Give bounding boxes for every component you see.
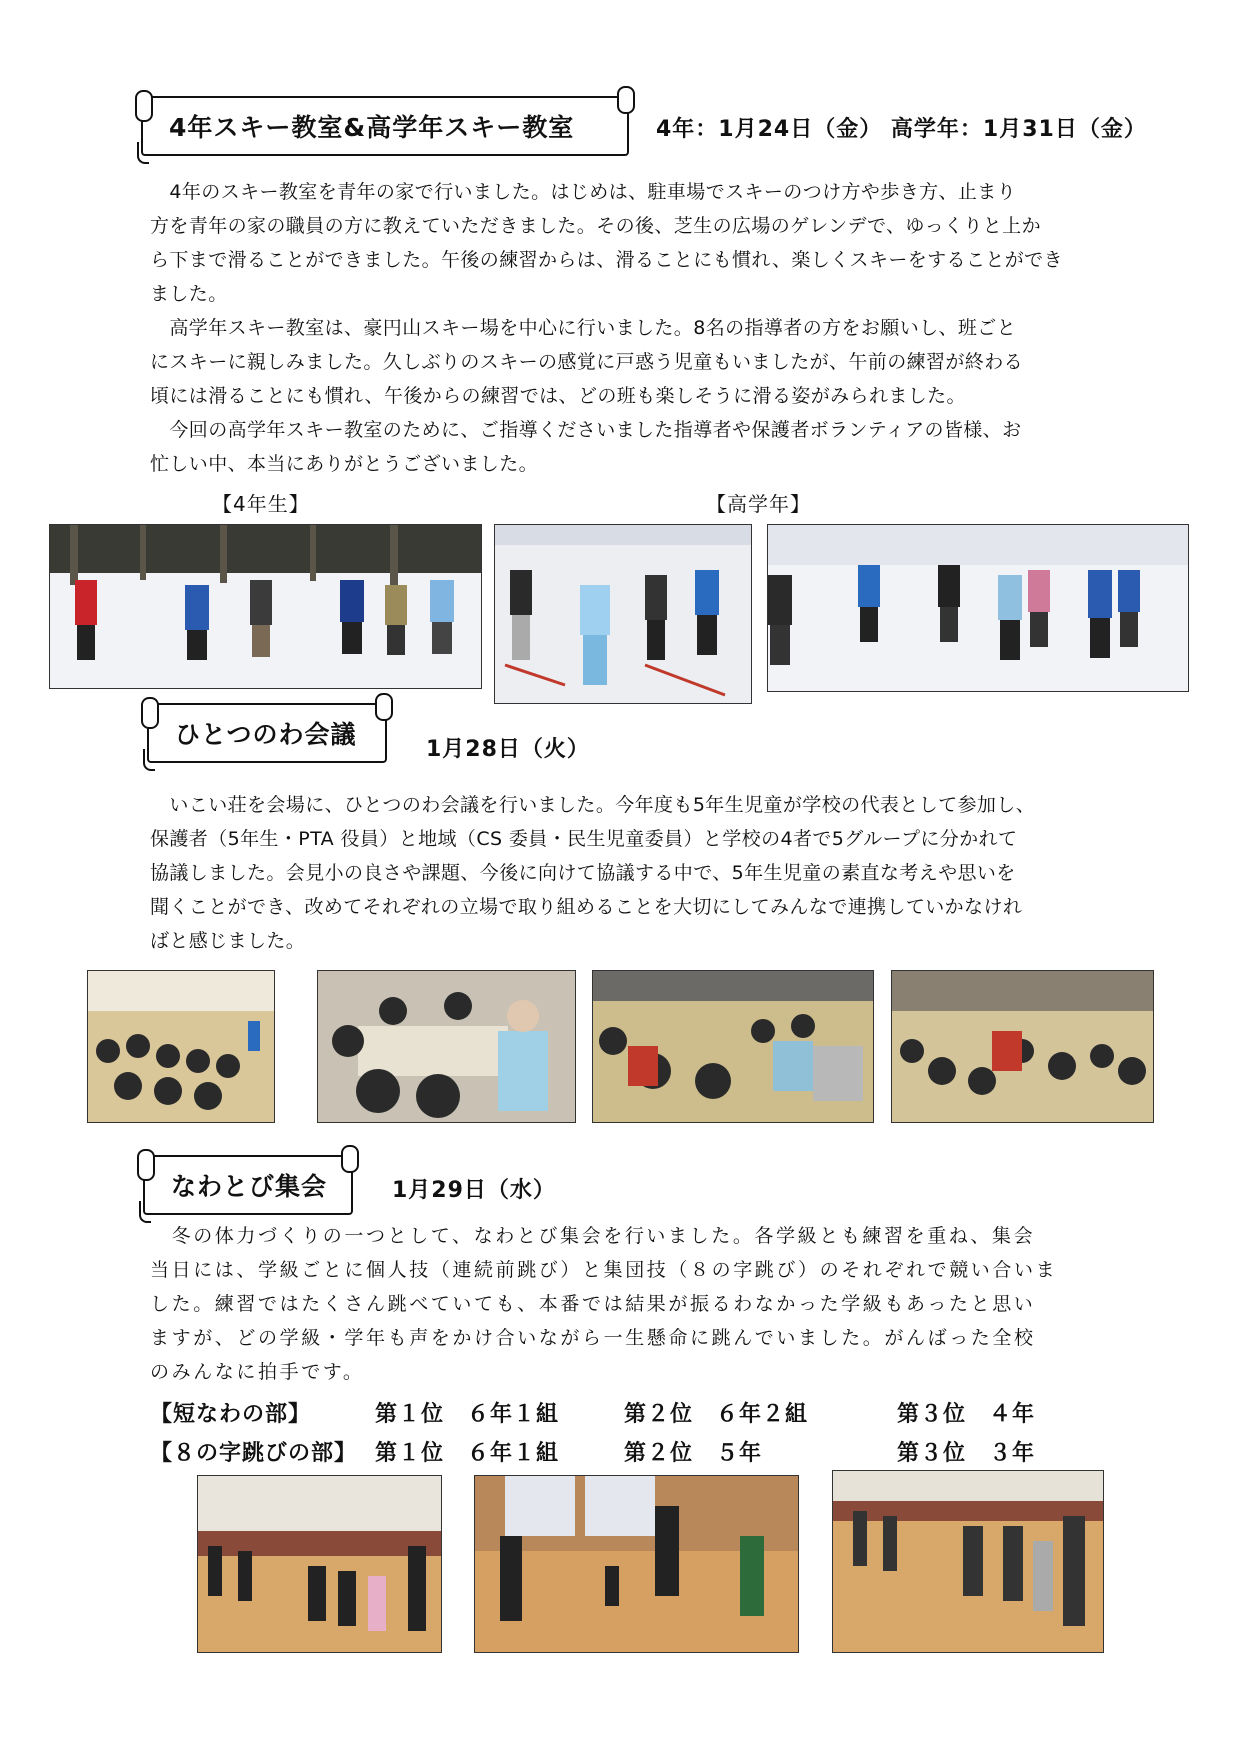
photo-ski-upper-grade-2 (767, 524, 1189, 692)
result-second: 第２位 ６年２組 (624, 1402, 809, 1427)
photo-jump-rope-2 (474, 1475, 799, 1653)
section2-date: 1月28日（火） (426, 737, 590, 762)
section3-date: 1月29日（水） (392, 1178, 556, 1203)
photo-jump-rope-3 (832, 1470, 1104, 1653)
section2-title-banner (147, 703, 387, 763)
section2-line: 協議しました。会見小の良さや課題、今後に向けて協議する中で、5年生児童の素直な考えや思いを (150, 862, 1016, 884)
section3-line: ますが、どの学級・学年も声をかけ合いながら一生懸命に跳んでいました。がんばった全校 (150, 1327, 1036, 1349)
photo-ski-4th-grade (49, 524, 482, 689)
photo-meeting-1 (87, 970, 275, 1123)
section2-line: ばと感じました。 (150, 930, 306, 952)
result-first: 第１位 ６年１組 (375, 1402, 560, 1427)
section1-line: 忙しい中、本当にありがとうございました。 (150, 453, 539, 475)
result-third: 第３位 ３年 (897, 1441, 1036, 1466)
section1-line: 4年のスキー教室を青年の家で行いました。はじめは、駐車場でスキーのつけ方や歩き方、止まり (150, 181, 1017, 203)
section1-line: ら下まで滑ることができました。午後の練習からは、滑ることにも慣れ、楽しくスキーをすることができ (150, 249, 1063, 271)
section1-line: にスキーに親しみました。久しぶりのスキーの感覚に戸惑う児童もいましたが、午前の練習が終わる (150, 351, 1024, 373)
result-category-figure-eight: 【８の字跳びの部】 (150, 1441, 358, 1466)
section2-line: 聞くことができ、改めてそれぞれの立場で取り組めることを大切にしてみんなで連携していかなけれ (150, 896, 1023, 918)
section1-title-banner (141, 96, 629, 156)
result-third: 第３位 ４年 (897, 1402, 1036, 1427)
section1-line: 高学年スキー教室は、豪円山スキー場を中心に行いました。8名の指導者の方をお願いし、班ごと (150, 317, 1017, 339)
section1-title: 4年スキー教室&高学年スキー教室 (169, 113, 575, 142)
result-second: 第２位 ５年 (624, 1441, 763, 1466)
section1-line: ました。 (150, 283, 228, 305)
section3-line: のみんなに拍手です。 (150, 1361, 365, 1383)
section3-title-banner (143, 1155, 353, 1215)
section3-line: した。練習ではたくさん跳べていても、本番では結果が振るわなかった学級もあったと思い (150, 1293, 1036, 1315)
caption-upper-grade: 【高学年】 (706, 492, 811, 516)
section3-line: 当日には、学級ごとに個人技（連続前跳び）と集団技（８の字跳び）のそれぞれで競い合いま (150, 1259, 1058, 1281)
section3-line: 冬の体力づくりの一つとして、なわとび集会を行いました。各学級とも練習を重ね、集会 (150, 1225, 1036, 1247)
section1-line: 頃には滑ることにも慣れ、午後からの練習では、どの班も楽しそうに滑る姿がみられました。 (150, 385, 966, 407)
section3-title: なわとび集会 (171, 1172, 328, 1201)
photo-jump-rope-1 (197, 1475, 442, 1653)
section1-line: 今回の高学年スキー教室のために、ご指導くださいました指導者や保護者ボランティアの皆様、お (150, 419, 1022, 441)
section1-line: 方を青年の家の職員の方に教えていただきました。その後、芝生の広場のゲレンデで、ゆっくりと上か (150, 215, 1041, 237)
section2-line: 保護者（5年生・PTA 役員）と地域（CS 委員・民生児童委員）と学校の4者で5グループに分かれて (150, 828, 1018, 850)
section1-date: 4年：1月24日（金） 高学年：1月31日（金） (656, 117, 1147, 142)
photo-meeting-2 (317, 970, 576, 1123)
section2-line: いこい荘を会場に、ひとつのわ会議を行いました。今年度も5年生児童が学校の代表として参加し、 (150, 794, 1036, 816)
result-first: 第１位 ６年１組 (375, 1441, 560, 1466)
caption-4th-grade: 【4年生】 (212, 492, 310, 516)
result-category-short-rope: 【短なわの部】 (150, 1402, 312, 1427)
photo-meeting-4 (891, 970, 1154, 1123)
photo-ski-upper-grade-1 (494, 524, 752, 704)
photo-meeting-3 (592, 970, 874, 1123)
section2-title: ひとつのわ会議 (175, 720, 357, 749)
